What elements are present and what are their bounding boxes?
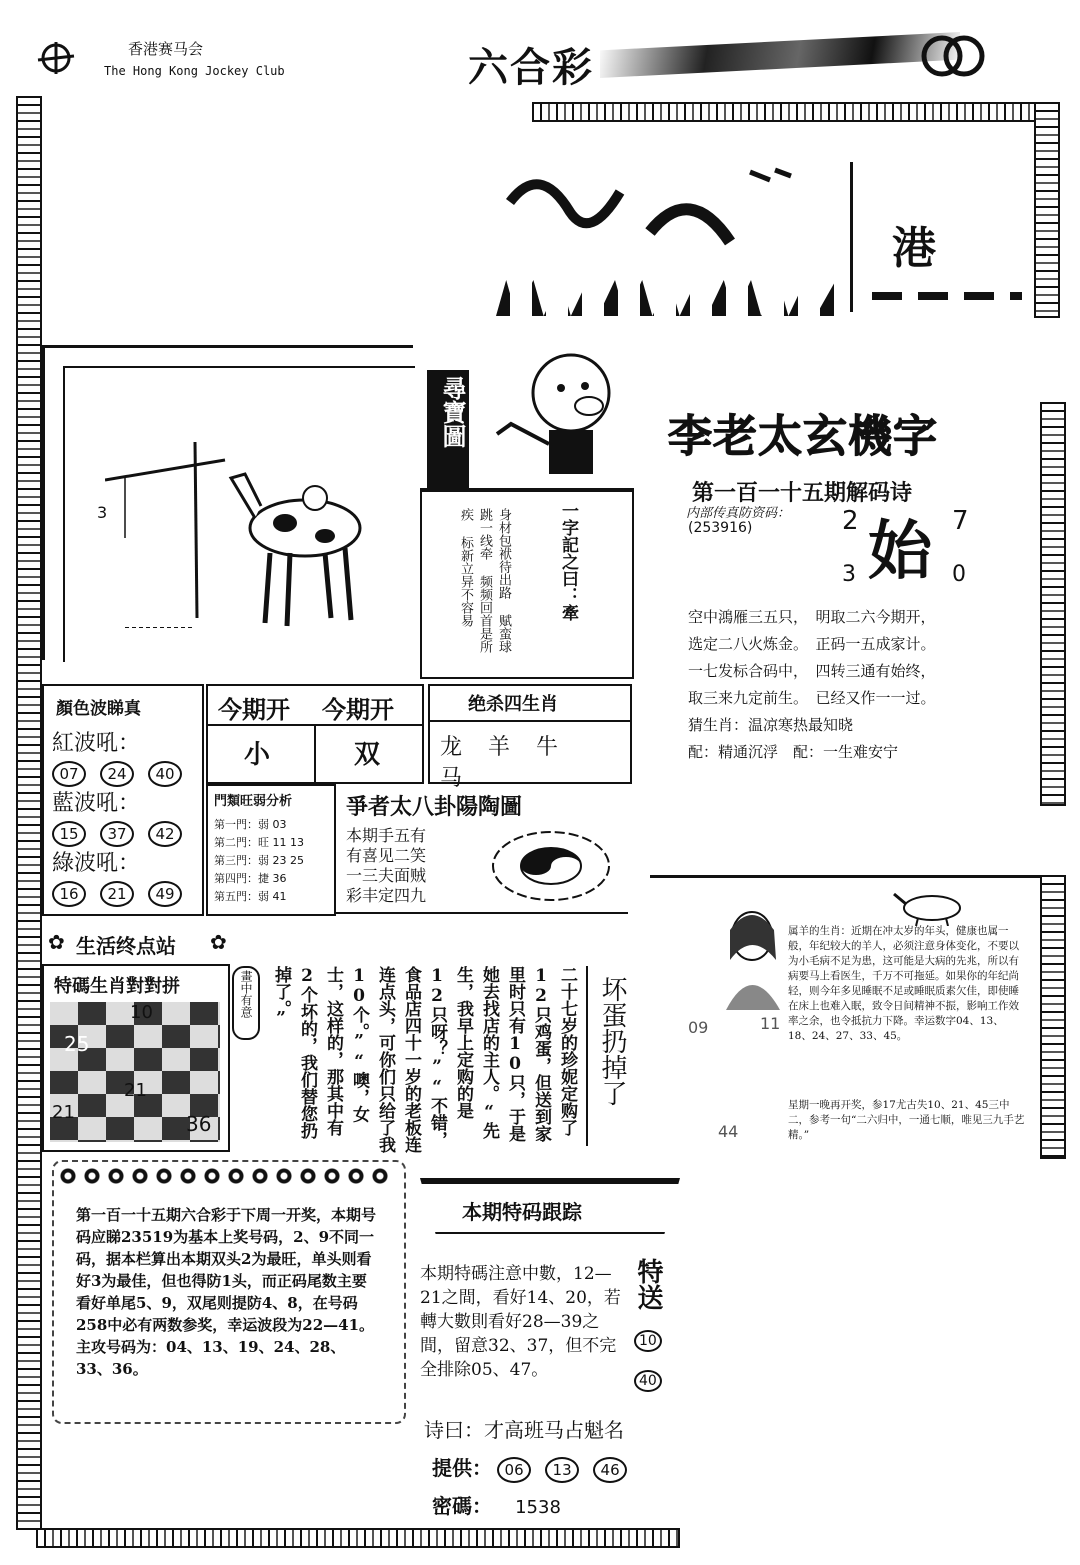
door-title: 門類旺弱分析	[214, 794, 293, 809]
flower-icon: ✿	[48, 930, 65, 954]
open-h1: 今期开	[218, 695, 290, 724]
story-badge-text: 畫中有意	[239, 970, 253, 1018]
open-v1: 小	[244, 740, 271, 770]
wave-row-red	[52, 726, 196, 787]
ring-logo-icon	[918, 34, 988, 82]
door-state: 弱	[258, 890, 269, 903]
grid-num: 21	[124, 1080, 147, 1101]
flower-icon: ✿	[210, 930, 227, 954]
door-row	[214, 888, 304, 906]
wave-label: 藍波吼：	[52, 791, 141, 816]
special-label: 特送	[633, 1258, 663, 1310]
li-poem-line: 取三来九定前生。 已经又作一一过。	[688, 689, 936, 707]
scroll-headline: 一字記之曰：牽	[558, 502, 578, 621]
provide-label: 提供：	[432, 1456, 492, 1480]
banner-big-char: 港	[892, 223, 936, 274]
bagua-line: 一三夫面贼	[346, 866, 427, 885]
color-wave-title: 顏色波睇真	[56, 699, 141, 719]
sheep-text2: 星期一晚再开奖，参17尤古失10、21、45三中二，参考一句“二六归中，一通七顺，唯见三九手艺精。”	[788, 1099, 1025, 1141]
door-name: 第二門：	[214, 836, 258, 849]
door-rows	[214, 816, 304, 906]
treasure-panel	[42, 345, 467, 660]
open-box	[206, 684, 424, 784]
grid-num: 21	[52, 1102, 75, 1123]
sheep-chain-border	[1040, 875, 1066, 1159]
jockey-logo-icon	[34, 38, 78, 78]
bagua-lines	[346, 826, 426, 906]
lottery-title: 六合彩	[468, 44, 594, 91]
grid-title: 特碼生肖對對拼	[54, 976, 180, 997]
li-num-tl: 2	[842, 506, 859, 536]
org-name-en: The Hong Kong Jockey Club	[104, 64, 285, 78]
wave-ball: 15	[52, 821, 86, 847]
wave-ball: 49	[148, 881, 182, 907]
treasure-badge-text: 尋寶圖	[438, 376, 467, 448]
provide-ball: 46	[593, 1457, 627, 1483]
zodiac4-box	[428, 684, 632, 791]
color-wave-box	[42, 684, 204, 916]
li-guess: 猜生肖：温凉寒热最知晓	[688, 716, 854, 734]
zodiac4-items	[440, 730, 630, 792]
code-label: 密碼：	[432, 1494, 492, 1518]
li-subtitle: 第一百一十五期解码诗	[692, 480, 913, 506]
zodiac-item: 牛	[536, 735, 585, 760]
li-pair: 配：精通沉浮 配：一生难安宁	[688, 743, 899, 761]
bagua-line: 有喜见二笑	[346, 846, 427, 865]
left-chain-border	[16, 96, 42, 1530]
special-num: 10	[634, 1330, 662, 1352]
story-title-box	[586, 966, 632, 1146]
door-state: 捷	[258, 872, 269, 885]
grid-num: 10	[130, 1002, 153, 1023]
open-vdivider	[314, 724, 316, 782]
zodiac-item: 羊	[488, 735, 537, 760]
org-name-cn: 香港赛马会	[128, 40, 204, 58]
door-num: 13	[290, 836, 304, 849]
header-decor	[600, 32, 960, 78]
yinyang-icon	[486, 824, 616, 912]
wave-row-blue	[52, 786, 196, 847]
wave-row-green	[52, 846, 196, 907]
fax-label: 内部传真防资码：	[686, 506, 791, 521]
door-num: 23	[272, 854, 287, 867]
li-num-bl: 3	[842, 562, 856, 587]
right-chain-border	[1040, 402, 1066, 806]
woman-photo-icon	[716, 900, 790, 1010]
treasure-badge	[427, 370, 469, 490]
banner-line	[872, 292, 1022, 300]
story-title: 坏蛋扔掉了	[597, 976, 627, 1106]
li-num-br: 0	[952, 562, 966, 587]
banner-divider	[850, 162, 853, 312]
door-row	[214, 816, 304, 834]
li-poem-line: 选定二八火炼金。 正码一五成家计。	[688, 635, 936, 653]
open-h2: 今期开	[322, 695, 394, 724]
life-title: 生活终点站	[76, 934, 176, 958]
bagua-line: 彩丰定四九	[346, 886, 427, 905]
wave-ball: 42	[148, 821, 182, 847]
wave-ball: 21	[100, 881, 134, 907]
code-row	[432, 1490, 561, 1519]
pig-mascot-icon	[491, 348, 641, 492]
fax-code: (253916)	[688, 520, 753, 536]
sheep-num-a: 09	[688, 1018, 709, 1037]
coin-border-icon	[56, 1166, 396, 1186]
door-num: 41	[272, 890, 287, 903]
door-box	[206, 784, 336, 916]
grid-num: 36	[186, 1112, 212, 1136]
wave-label: 綠波吼：	[52, 851, 141, 876]
door-state: 弱	[258, 854, 269, 867]
sheep-num-b: 11	[760, 1014, 781, 1033]
donkey-icon	[225, 458, 385, 642]
bagua-box	[336, 784, 628, 914]
door-num: 03	[272, 818, 287, 831]
tracking-text: 本期特碼注意中數，12—21之間，看好14、20，若轉大數則看好28—39之間，留意32、37，但不完全排除05、47。	[420, 1264, 621, 1380]
banner-spikes-decor	[496, 280, 836, 316]
li-title: 李老太玄機字	[668, 411, 938, 462]
door-row	[214, 834, 304, 852]
story-badge	[232, 966, 260, 1040]
door-num: 36	[272, 872, 287, 885]
li-poem	[688, 604, 936, 766]
provide-ball: 06	[497, 1457, 531, 1483]
scroll-poem: 身材包袱待出路 赋蛮球跳一线牵 频频回首是所疾 标新立异不容易	[458, 508, 511, 653]
sheep-top-rule	[650, 875, 1060, 878]
provide-row	[432, 1452, 641, 1483]
door-row	[214, 852, 304, 870]
pole-drawing-icon	[105, 428, 245, 632]
sheep-num-c: 44	[718, 1122, 739, 1141]
zodiac-item: 马	[440, 766, 489, 791]
grid-num: 25	[64, 1032, 90, 1056]
treasure-digit: 3	[97, 503, 108, 522]
banner-frame	[492, 102, 1060, 316]
wave-ball: 24	[100, 761, 134, 787]
li-poem-line: 空中鴻雁三五只， 明取二六今期开，	[688, 608, 936, 626]
grid-box	[42, 964, 230, 1152]
brush-strokes-decor	[500, 142, 800, 262]
door-num: 11	[272, 836, 287, 849]
door-name: 第四門：	[214, 872, 258, 885]
door-name: 第五門：	[214, 890, 258, 903]
bagua-line: 本期手五有	[346, 826, 427, 845]
provide-ball: 13	[545, 1457, 579, 1483]
special-num: 40	[634, 1370, 662, 1392]
li-main-char: 始	[868, 514, 932, 589]
wave-ball: 07	[52, 761, 86, 787]
zodiac4-title: 绝杀四生肖	[468, 694, 558, 715]
door-name: 第一門：	[214, 818, 258, 831]
wave-label: 紅波吼：	[52, 731, 141, 756]
li-poem-line: 一七发标合码中， 四转三通有始终，	[688, 662, 936, 680]
door-num: 25	[290, 854, 304, 867]
banner-right-border	[1034, 102, 1060, 318]
wave-ball: 16	[52, 881, 86, 907]
story-body: 二十七岁的珍妮定购了12只鸡蛋，但送到家里时只有10只，于是她去找店的主人。“先生，我早上定购的是12只呀？”“不错，食品店四十一岁的老板连连点头，可你们只给了我10个。”“噢，女士，这样的，那其中有2个坏的，我们替您扔掉了。”	[271, 966, 577, 1153]
tracking-poem: 诗曰：才高班马占魁名	[424, 1418, 624, 1442]
banner-top-border	[532, 102, 1056, 122]
scroll-box	[420, 488, 634, 679]
bagua-title: 爭者太八卦陽陶圖	[346, 794, 523, 820]
wave-ball: 37	[100, 821, 134, 847]
open-v2: 双	[354, 740, 381, 770]
wave-ball: 40	[148, 761, 182, 787]
zodiac4-divider	[430, 720, 630, 722]
door-name: 第三門：	[214, 854, 258, 867]
door-state: 旺	[258, 836, 269, 849]
tracking-title: 本期特码跟踪	[462, 1200, 582, 1224]
door-row	[214, 870, 304, 888]
code-value: 1538	[515, 1497, 561, 1518]
analysis-text: 第一百一十五期六合彩于下周一开奖，本期号码应睇23519为基本上奖号码，2、9不同一码，据本栏算出本期双头2为最旺，单头则看好3为最佳，但也得防1头，而正码尾数主要看好单尾5、9，双尾则提防4、8，在号码258中必有两数参奖，幸运波段为22—41。主攻号码为：04、13、19、24、28、33、36。	[76, 1206, 377, 1378]
li-num-tr: 7	[952, 506, 969, 536]
bottom-chain-border	[36, 1528, 680, 1548]
door-state: 弱	[258, 818, 269, 831]
zodiac-item: 龙	[440, 735, 489, 760]
sheep-text: 属羊的生肖：近期在冲太岁的年头，健康也属一般，年纪较大的羊人，必须注意身体变化，不要以为小毛病不足为患，这可能是大病的先兆，所以有病要马上看医生，千万不可拖延。如果你的年纪尚轻，则今年多见睡眠不足或睡眠质素欠佳，即使睡在床上也难入眠，致令日间精神不振，影响工作效率之余，也令抵抗力下降。幸运数字04、13、18、24、27、33、45。	[788, 925, 1019, 1042]
